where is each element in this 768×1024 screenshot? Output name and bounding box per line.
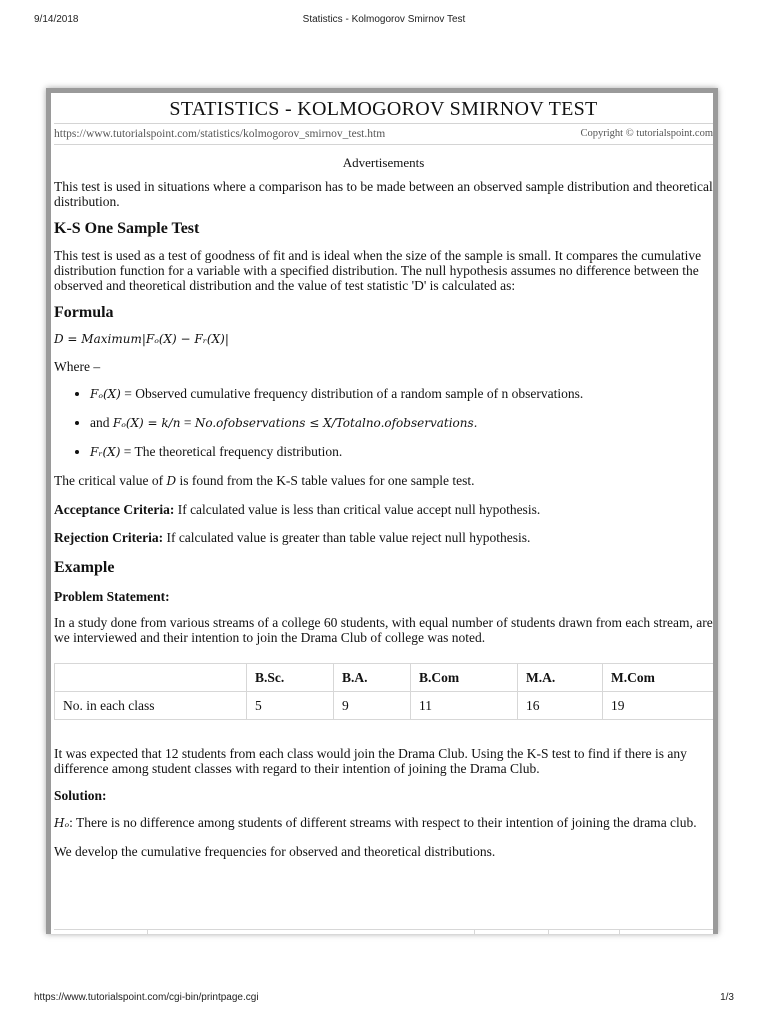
table-cell: No. in each class: [55, 692, 247, 720]
class-count-table: [54, 663, 714, 720]
advertisements-label: Advertisements: [342, 155, 425, 170]
article-frame: [46, 88, 718, 934]
source-url-link[interactable]: https://www.tutorialspoint.com/statistics/kolmogorov_smirnov_test.htm: [54, 128, 386, 140]
table-column-divider: [474, 929, 475, 934]
problem-statement-text: In a study done from various streams of a college 60 students, with equal number of students drawn from each stream, are we interviewed and their intention to join the Drama Club of college was noted.: [54, 615, 713, 645]
where-label: Where –: [54, 359, 101, 374]
h0-text: : There is no difference among students of different streams with respect to their intention of joining the drama club.: [69, 815, 697, 830]
acceptance-text: If calculated value is less than critical value accept null hypothesis.: [174, 502, 541, 517]
problem-statement-label: [54, 589, 713, 604]
print-date: 9/14/2018: [34, 14, 79, 25]
rejection-criteria: [54, 530, 713, 545]
section-heading-ks: K-S One Sample Test: [54, 220, 200, 237]
table-header-cell: [55, 664, 247, 692]
formula-expression: D = Maximum|Fₒ(X) − Fᵣ(X)|: [54, 332, 229, 346]
critical-value-text: [54, 473, 713, 489]
print-footer: [34, 992, 734, 1008]
definition-item: [90, 444, 713, 460]
definition-item: [90, 386, 713, 402]
table-header-row: [55, 664, 714, 692]
table-header-cell: B.Sc.: [247, 664, 334, 692]
divider: [54, 144, 713, 145]
definition-text: = Observed cumulative frequency distribution of a random sample of n observations.: [120, 386, 584, 401]
intro-paragraph: This test is used in situations where a comparison has to be made between an observed sample distribution and theoretical distribution.: [54, 179, 713, 209]
null-hypothesis-text: [54, 815, 713, 831]
table-cell: 19: [603, 692, 714, 720]
math-fo-kn: Fₒ(X) = k/n: [112, 416, 181, 430]
section-heading-formula: Formula: [54, 304, 114, 321]
table-header-cell: M.A.: [518, 664, 603, 692]
expected-text: It was expected that 12 students from each class would join the Drama Club. Using the K-S test to find if there is any difference among student classes with regard to their intention of joining the Drama Club.: [54, 746, 687, 776]
footer-url: https://www.tutorialspoint.com/cgi-bin/printpage.cgi: [34, 992, 259, 1003]
print-header: [34, 14, 734, 30]
rejection-text: If calculated value is greater than table value reject null hypothesis.: [163, 530, 531, 545]
section-heading-example: Example: [54, 559, 115, 576]
source-row: [54, 126, 713, 144]
table-row: [55, 692, 714, 720]
problem-label: Problem Statement:: [54, 589, 170, 604]
table-column-divider: [619, 929, 620, 934]
rejection-label: Rejection Criteria:: [54, 530, 164, 545]
critical-pre: The critical value of: [54, 473, 167, 488]
develop-text: We develop the cumulative frequencies for observed and theoretical distributions.: [54, 844, 496, 859]
page-title: STATISTICS - KOLMOGOROV SMIRNOV TEST: [54, 95, 713, 124]
math-fo: Fₒ(X): [90, 387, 121, 401]
table-header-cell: B.Com: [411, 664, 518, 692]
critical-post: is found from the K-S table values for one sample test.: [176, 473, 475, 488]
cumulative-table-top: [54, 929, 714, 934]
copyright-text: Copyright © tutorialspoint.com: [580, 128, 713, 139]
math-ratio: No.ofobservations ≤ X/Totalno.ofobservations.: [194, 416, 478, 430]
print-page-title: Statistics - Kolmogorov Smirnov Test: [302, 14, 466, 25]
table-column-divider: [147, 929, 148, 934]
definition-item: [90, 415, 713, 431]
table-cell: 11: [411, 692, 518, 720]
solution-label-text: Solution:: [54, 788, 107, 803]
math-fr: Fᵣ(X): [90, 445, 121, 459]
definition-text: = The theoretical frequency distribution.: [120, 444, 343, 459]
table-header-cell: B.A.: [334, 664, 411, 692]
definition-prefix: and: [90, 415, 113, 430]
article-content: [54, 93, 713, 859]
table-header-cell: M.Com: [603, 664, 714, 692]
solution-label: [54, 788, 713, 803]
table-column-divider: [548, 929, 549, 934]
definition-list: [54, 386, 713, 460]
table-cell: 16: [518, 692, 603, 720]
table-cell: 9: [334, 692, 411, 720]
math-d: D: [166, 474, 177, 488]
acceptance-criteria: [54, 502, 713, 517]
ks-description: This test is used as a test of goodness of fit and is ideal when the size of the sample is small. It compares the cumulative distribution function for a variable with a specified distribution. The null hypothesis assumes no difference between the observed and theoretical distribution and the value of test statistic 'D' is calculated as:: [54, 248, 702, 293]
page-count: 1/3: [720, 992, 734, 1003]
math-h0: Hₒ: [54, 816, 70, 830]
table-top-border: [54, 929, 714, 930]
table-cell: 5: [247, 692, 334, 720]
definition-text: =: [180, 415, 195, 430]
acceptance-label: Acceptance Criteria:: [54, 502, 175, 517]
